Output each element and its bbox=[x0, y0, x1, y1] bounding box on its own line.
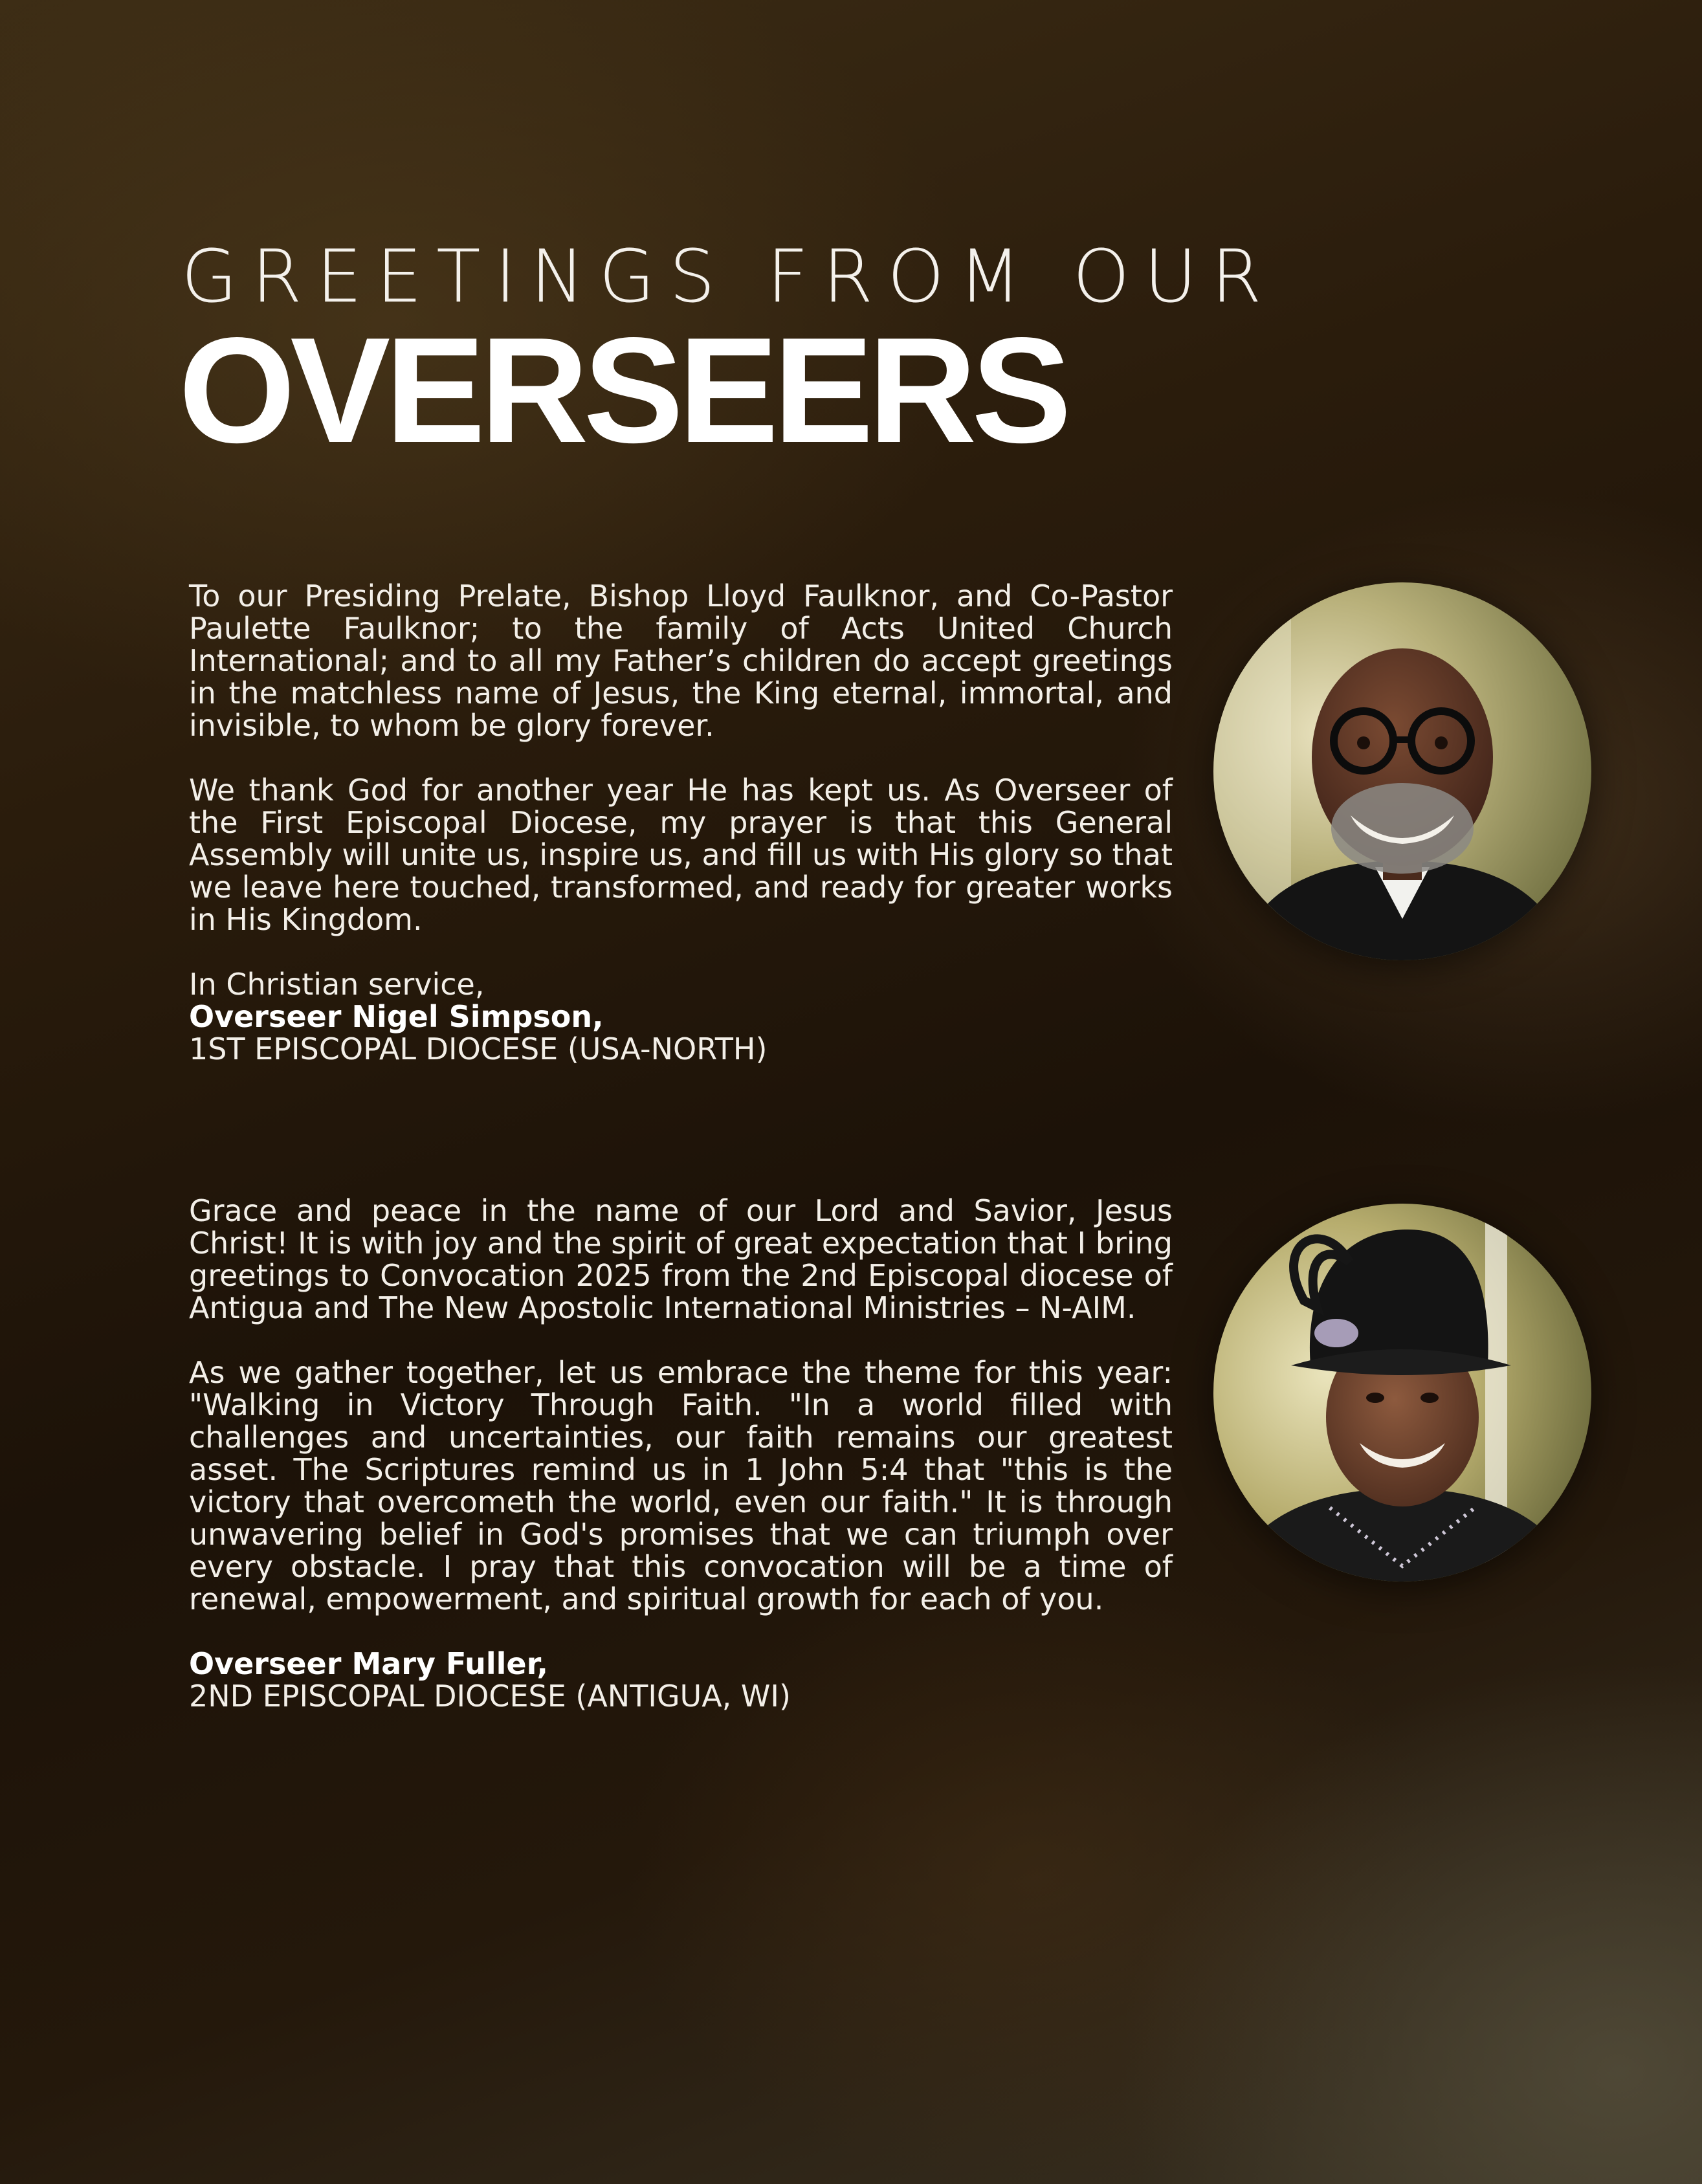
letter-2-signature-name: Overseer Mary Fuller, bbox=[189, 1646, 548, 1681]
letter-1-closing: In Christian service, bbox=[189, 967, 485, 1002]
letter-1-signature-name: Overseer Nigel Simpson, bbox=[189, 999, 604, 1034]
letter-2-paragraph-1: Grace and peace in the name of our Lord and Savior, Jesus Christ! It is with joy and the spirit of great expectation that I bring greetings to Convocation 2025 from the 2nd Episcopal diocese of Antigua and The New Apostolic International Ministries – N-AIM. bbox=[189, 1193, 1173, 1325]
letter-1-paragraph-1: To our Presiding Prelate, Bishop Lloyd Faulknor, and Co-Pastor Paulette Faulknor; to the family of Acts United Church International; and to all my Father’s children do accept greetings in the matchless name of Jesus, the King eternal, immortal, and invisible, to whom be glory forever. bbox=[189, 579, 1173, 743]
greeting-letter-2 bbox=[189, 1195, 1173, 1712]
letter-1-paragraph-2: We thank God for another year He has kept us. As Overseer of the First Episcopal Diocese, my prayer is that this General Assembly will unite us, inspire us, and fill us with His glory so that we leave here touched, transformed, and ready for greater works in His Kingdom. bbox=[189, 773, 1173, 937]
letter-2-signature-diocese: 2ND EPISCOPAL DIOCESE (ANTIGUA, WI) bbox=[189, 1679, 791, 1714]
page-subtitle: GREETINGS FROM OUR bbox=[181, 235, 1276, 319]
greeting-letter-1 bbox=[189, 580, 1173, 1065]
letter-1-signature-diocese: 1ST EPISCOPAL DIOCESE (USA-NORTH) bbox=[189, 1031, 768, 1066]
overseer-2-photo bbox=[1213, 1204, 1591, 1582]
page-title: OVERSEERS bbox=[179, 307, 1067, 474]
letter-2-paragraph-2: As we gather together, let us embrace the theme for this year: "Walking in Victory Through Faith. "In a world filled with challenges and uncertainties, our faith remains our greatest asset. The Scriptures remind us in 1 John 5:4 that "this is the victory that overcometh the world, even our faith." It is through unwavering belief in God's promises that we can triumph over every obstacle. I pray that this convocation will be a time of renewal, empowerment, and spiritual growth for each of you. bbox=[189, 1355, 1173, 1616]
overseer-1-photo bbox=[1213, 582, 1591, 960]
